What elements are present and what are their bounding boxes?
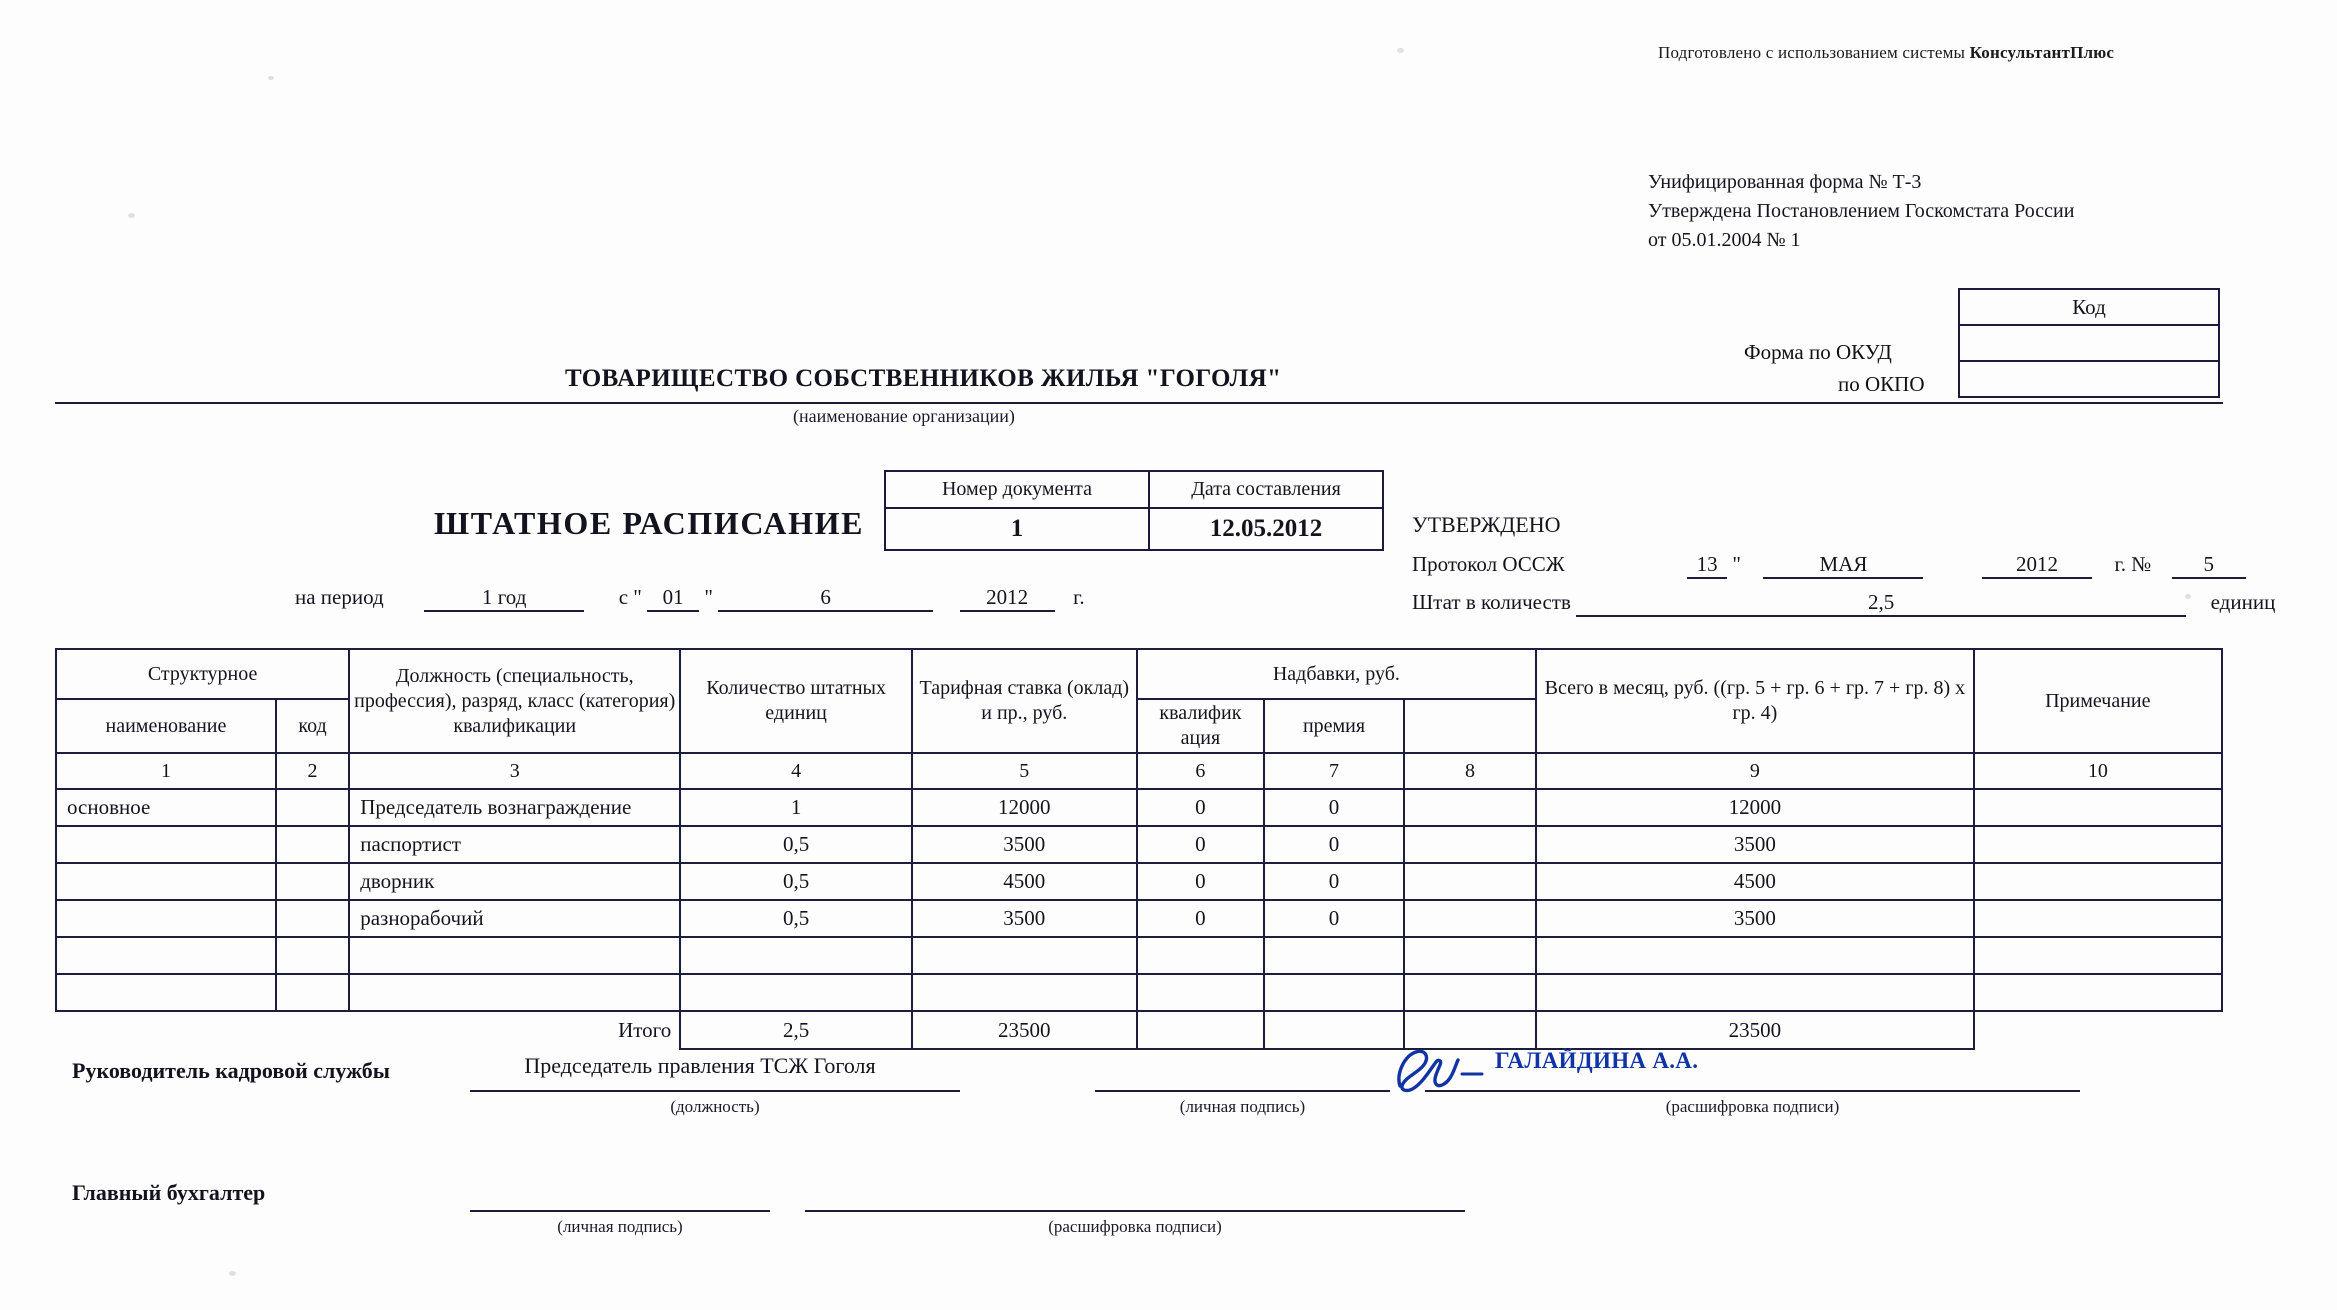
cell-position[interactable]: дворник	[349, 863, 680, 900]
cell-total[interactable]: 12000	[1536, 789, 1973, 826]
cell-total[interactable]: 4500	[1536, 863, 1973, 900]
cell-bonus[interactable]	[1264, 937, 1404, 974]
hr-head-label: Руководитель кадровой службы	[72, 1058, 390, 1083]
cell-rate[interactable]: 12000	[912, 789, 1137, 826]
protocol-label: Протокол ОССЖ	[1412, 552, 1565, 576]
okpo-row	[1959, 361, 2219, 397]
cell-qty[interactable]: 0,5	[680, 900, 912, 937]
column-number-row	[56, 753, 2222, 789]
cell-qual[interactable]: 0	[1137, 900, 1265, 937]
scan-speck	[229, 1271, 236, 1276]
col-num-10: 10	[1974, 753, 2222, 789]
approved-protocol-row	[1412, 552, 2246, 579]
document-number-value[interactable]: 1	[885, 508, 1149, 550]
cell-unit[interactable]	[56, 974, 276, 1011]
okpo-value-cell[interactable]	[1959, 361, 2219, 397]
cell-unit[interactable]	[56, 863, 276, 900]
cell-qual[interactable]: 0	[1137, 863, 1265, 900]
header-quantity: Количество штатных единиц	[680, 649, 912, 753]
number-date-value-row	[885, 508, 1383, 550]
cell-total[interactable]: 3500	[1536, 900, 1973, 937]
cell-unit-code[interactable]	[276, 826, 349, 863]
cell-qty[interactable]	[680, 937, 912, 974]
staffing-table	[55, 648, 2223, 1050]
staff-count-label: Штат в количеств	[1412, 590, 1571, 614]
header-allowances: Надбавки, руб.	[1137, 649, 1537, 699]
cell-bonus[interactable]: 0	[1264, 826, 1404, 863]
totals-qty: 2,5	[680, 1011, 912, 1049]
header-structural-code: код	[276, 699, 349, 753]
cell-position[interactable]: Председатель вознаграждение	[349, 789, 680, 826]
hr-head-signature-caption: (личная подпись)	[1179, 1097, 1306, 1116]
cell-rate[interactable]: 3500	[912, 900, 1137, 937]
header-note: Примечание	[1974, 649, 2222, 753]
consultant-brand: КонсультантПлюс	[1969, 43, 2115, 62]
cell-unit-code[interactable]	[276, 900, 349, 937]
period-row	[295, 585, 1085, 612]
cell-note[interactable]	[1974, 900, 2222, 937]
period-year-value[interactable]: 2012	[960, 585, 1055, 612]
cell-bonus[interactable]: 0	[1264, 900, 1404, 937]
col-num-1: 1	[56, 753, 276, 789]
okud-value-cell[interactable]	[1959, 325, 2219, 361]
cell-position[interactable]	[349, 974, 680, 1011]
period-month-value[interactable]: 6	[718, 585, 933, 612]
form-approval-line: Утверждена Постановлением Госкомстата России	[1648, 200, 2075, 222]
staff-units-suffix: единиц	[2210, 590, 2276, 614]
cell-note[interactable]	[1974, 863, 2222, 900]
cell-unit[interactable]	[56, 900, 276, 937]
hr-head-position-value[interactable]: Председатель правления ТСЖ Гоголя	[524, 1053, 876, 1078]
col-num-5: 5	[912, 753, 1137, 789]
header-rate: Тарифная ставка (оклад) и пр., руб.	[912, 649, 1137, 753]
cell-note[interactable]	[1974, 937, 2222, 974]
cell-rate[interactable]: 3500	[912, 826, 1137, 863]
cell-qty[interactable]	[680, 974, 912, 1011]
cell-qty[interactable]: 0,5	[680, 826, 912, 863]
totals-bonus	[1264, 1011, 1404, 1049]
header-structural-name: наименование	[56, 699, 276, 753]
approved-title: УТВЕРЖДЕНО	[1412, 512, 1561, 537]
approved-staff-row	[1412, 590, 2275, 617]
protocol-quote: "	[1732, 552, 1741, 576]
header-allow-other	[1404, 699, 1536, 753]
table-row	[56, 826, 2222, 863]
signer-name: ГАЛАЙДИНА А.А.	[1495, 1048, 1699, 1073]
totals-row	[56, 1011, 2222, 1049]
accountant-label: Главный бухгалтер	[72, 1180, 266, 1205]
document-number-header: Номер документа	[885, 471, 1149, 508]
consultant-plus-note	[1658, 43, 2114, 63]
cell-other[interactable]	[1404, 826, 1536, 863]
code-table	[1958, 288, 2220, 398]
totals-total: 23500	[1536, 1011, 1973, 1049]
col-num-4: 4	[680, 753, 912, 789]
table-row	[56, 900, 2222, 937]
protocol-number-value[interactable]: 5	[2172, 552, 2246, 579]
totals-spacer-2	[276, 1011, 349, 1049]
code-header-cell: Код	[1959, 289, 2219, 325]
cell-other[interactable]	[1404, 937, 1536, 974]
totals-spacer-1	[56, 1011, 276, 1049]
col-num-3: 3	[349, 753, 680, 789]
cell-bonus[interactable]: 0	[1264, 789, 1404, 826]
unified-form-info	[1648, 168, 2074, 255]
scan-speck	[128, 213, 135, 218]
cell-qty[interactable]: 1	[680, 789, 912, 826]
hr-head-transcript-rule	[1425, 1090, 2080, 1092]
cell-rate[interactable]: 4500	[912, 863, 1137, 900]
document-date-header: Дата составления	[1149, 471, 1383, 508]
period-quote: "	[704, 585, 713, 609]
table-row	[56, 974, 2222, 1011]
cell-position[interactable]: паспортист	[349, 826, 680, 863]
col-num-2: 2	[276, 753, 349, 789]
hr-head-position-rule	[470, 1090, 960, 1092]
scan-speck	[268, 76, 274, 80]
cell-other[interactable]	[1404, 974, 1536, 1011]
cell-note[interactable]	[1974, 974, 2222, 1011]
table-row	[56, 863, 2222, 900]
totals-label: Итого	[618, 1018, 672, 1042]
accountant-signature-rule	[470, 1210, 770, 1212]
accountant-signature-caption: (личная подпись)	[557, 1217, 683, 1236]
cell-unit-code[interactable]	[276, 789, 349, 826]
cell-total[interactable]	[1536, 974, 1973, 1011]
page-title: ШТАТНОЕ РАСПИСАНИЕ	[434, 505, 865, 541]
cell-unit[interactable]	[56, 826, 276, 863]
hr-head-position-caption: (должность)	[670, 1097, 760, 1116]
cell-bonus[interactable]	[1264, 974, 1404, 1011]
col-num-7: 7	[1264, 753, 1404, 789]
cell-other[interactable]	[1404, 900, 1536, 937]
okud-row	[1959, 325, 2219, 361]
cell-unit[interactable]	[56, 937, 276, 974]
protocol-year-suffix: г. №	[2114, 552, 2152, 576]
cell-rate[interactable]	[912, 974, 1137, 1011]
cell-note[interactable]	[1974, 789, 2222, 826]
col-num-9: 9	[1536, 753, 1973, 789]
cell-qual[interactable]: 0	[1137, 826, 1265, 863]
protocol-month-value[interactable]: МАЯ	[1763, 552, 1923, 579]
cell-rate[interactable]	[912, 937, 1137, 974]
table-header-row-1	[56, 649, 2222, 699]
period-day-value[interactable]: 01	[647, 585, 699, 612]
organization-name: ТОВАРИЩЕСТВО СОБСТВЕННИКОВ ЖИЛЬЯ "ГОГОЛЯ"	[565, 365, 1282, 392]
cell-qual[interactable]: 0	[1137, 789, 1265, 826]
cell-total[interactable]	[1536, 937, 1973, 974]
totals-qual	[1137, 1011, 1265, 1049]
cell-bonus[interactable]: 0	[1264, 863, 1404, 900]
form-approval-date-line: от 05.01.2004 № 1	[1648, 229, 1801, 251]
cell-other[interactable]	[1404, 863, 1536, 900]
header-structural: Структурное	[56, 649, 349, 699]
consultant-note-prefix: Подготовлено с использованием системы	[1658, 43, 1970, 62]
totals-rate: 23500	[912, 1011, 1137, 1049]
cell-unit-code[interactable]	[276, 974, 349, 1011]
protocol-day-value[interactable]: 13	[1687, 552, 1727, 579]
table-row	[56, 789, 2222, 826]
staff-count-value[interactable]: 2,5	[1576, 590, 2186, 617]
period-label: на период	[295, 585, 384, 609]
totals-note	[1974, 1011, 2222, 1049]
cell-qty[interactable]: 0,5	[680, 863, 912, 900]
form-number-line: Унифицированная форма № Т-3	[1648, 171, 1922, 193]
cell-qual[interactable]	[1137, 937, 1265, 974]
header-total-month: Всего в месяц, руб. ((гр. 5 + гр. 6 + гр. 7 + гр. 8) х гр. 4)	[1536, 649, 1973, 753]
cell-note[interactable]	[1974, 826, 2222, 863]
organization-caption: (наименование организации)	[793, 406, 1015, 426]
protocol-year-value[interactable]: 2012	[1982, 552, 2092, 579]
col-num-8: 8	[1404, 753, 1536, 789]
scan-speck	[1397, 48, 1404, 53]
organization-rule	[55, 402, 2223, 404]
hr-head-signature-rule	[1095, 1090, 1390, 1092]
table-row	[56, 937, 2222, 974]
okud-label: Форма по ОКУД	[1744, 340, 1892, 364]
header-allow-qual: квалифик ация	[1137, 699, 1265, 753]
cell-other[interactable]	[1404, 789, 1536, 826]
code-table-header-row	[1959, 289, 2219, 325]
document-number-date-table	[884, 470, 1384, 551]
period-duration-value[interactable]: 1 год	[424, 585, 584, 612]
accountant-transcript-rule	[805, 1210, 1465, 1212]
header-allow-bonus: премия	[1264, 699, 1404, 753]
cell-total[interactable]: 3500	[1536, 826, 1973, 863]
cell-qual[interactable]	[1137, 974, 1265, 1011]
col-num-6: 6	[1137, 753, 1265, 789]
hr-head-transcript-caption: (расшифровка подписи)	[1665, 1097, 1840, 1116]
cell-position[interactable]: разнорабочий	[349, 900, 680, 937]
header-position: Должность (специальность, профессия), разряд, класс (категория) квалификации	[349, 649, 680, 753]
cell-unit-code[interactable]	[276, 937, 349, 974]
okpo-label: по ОКПО	[1838, 372, 1925, 396]
period-from-prefix: с "	[618, 585, 642, 609]
period-year-suffix: г.	[1073, 585, 1085, 609]
document-date-value[interactable]: 12.05.2012	[1149, 508, 1383, 550]
accountant-transcript-caption: (расшифровка подписи)	[1048, 1217, 1222, 1236]
cell-unit-code[interactable]	[276, 863, 349, 900]
cell-unit[interactable]: основное	[56, 789, 276, 826]
number-date-header-row	[885, 471, 1383, 508]
cell-position[interactable]	[349, 937, 680, 974]
